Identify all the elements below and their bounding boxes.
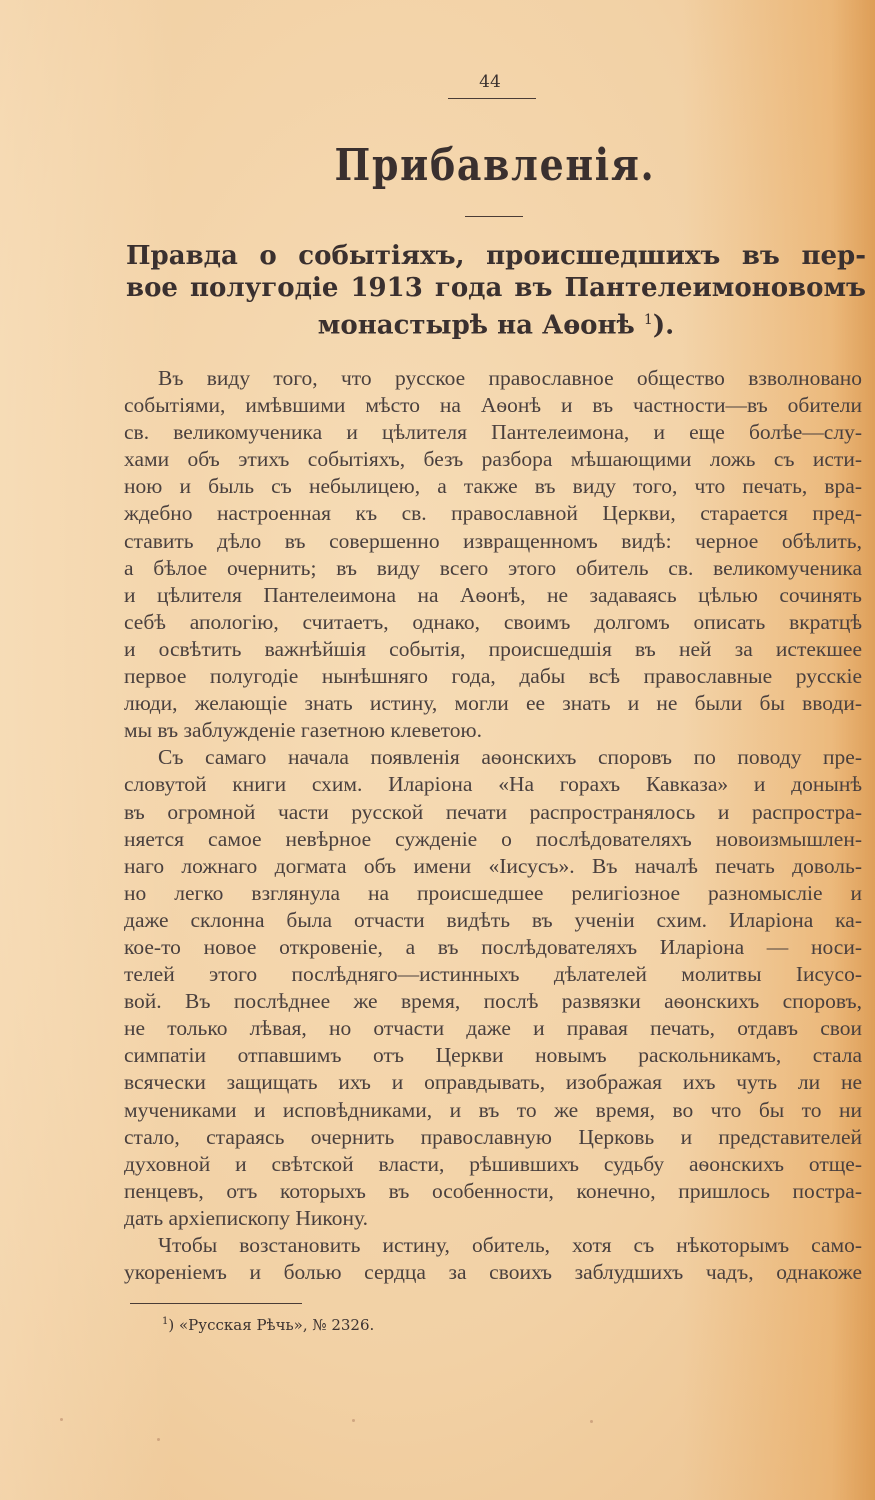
text-line: хами объ этихъ событіяхъ, безъ разбора мѣшающими ложь съ исти-: [124, 447, 862, 472]
text-line: и освѣтить важнѣйшія событія, происшедшія въ ней за истекшее: [124, 636, 862, 661]
article-heading: [126, 240, 866, 342]
text-line: мы въ заблужденіе газетною клеветою.: [124, 718, 482, 743]
text-line: Чтобы возстановить истину, обитель, хотя съ нѣкоторымъ само-: [158, 1233, 862, 1257]
footnote-reference[interactable]: 1: [643, 312, 653, 328]
paper-speck: [590, 1420, 593, 1423]
text-line: событіями, имѣвшими мѣсто на Аѳонѣ и въ частности—въ обители: [124, 393, 862, 418]
heading-line-last: [126, 304, 866, 342]
text-line: симпатіи отпавшимъ отъ Церкви новымъ раскольникамъ, стала: [124, 1043, 862, 1068]
text-line: телей этого послѣдняго—истинныхъ дѣлателей молитвы Іисусо-: [124, 962, 862, 987]
page-number-rule: [448, 98, 536, 99]
paper-speck: [352, 1419, 355, 1422]
heading-line: вое полугодіе 1913 года въ Пантелеимоновомъ: [126, 273, 866, 303]
text-line: ставить дѣло въ совершенно извращенномъ видѣ: черное обѣлить,: [124, 528, 862, 553]
text-line: первое полугодіе нынѣшняго года, дабы всѣ православные русскіе: [124, 664, 862, 689]
text-line: наго ложнаго догмата объ имени «Іисусъ». Въ началѣ печать доволь-: [124, 853, 862, 878]
heading-line-text: монастырѣ на Аѳонѣ: [317, 310, 635, 341]
text-line: не только лѣвая, но отчасти даже и правая печать, отдавъ свои: [124, 1016, 862, 1041]
text-line: няется самое невѣрное сужденіе о послѣдователяхъ новоизмышлен-: [124, 826, 862, 851]
text-line: себѣ апологію, считаетъ, однако, своимъ долгомъ описать вкратцѣ: [124, 609, 862, 634]
page-number: 44: [479, 72, 501, 92]
text-line: люди, желающіе знать истину, могли ее знать и не были бы вводи-: [124, 691, 862, 716]
text-line: въ огромной части русской печати распространялось и распростра-: [124, 799, 862, 824]
text-line: дать архіепископу Никону.: [124, 1205, 368, 1230]
text-line: кое-то новое откровеніе, а въ послѣдователяхъ Иларіона — носи-: [124, 934, 862, 959]
text-line: пенцевъ, отъ которыхъ въ особенности, конечно, пришлось постра-: [124, 1178, 862, 1203]
text-line: всячески защищать ихъ и оправдывать, изображая ихъ чуть ли не: [124, 1070, 862, 1095]
footnote-marker: 1: [162, 1316, 169, 1327]
text-line: и цѣлителя Пантелеимона на Аѳонѣ, не задаваясь цѣлью сочинять: [124, 582, 862, 607]
text-line: мучениками и исповѣдниками, и въ то же время, во что бы то ни: [124, 1097, 862, 1122]
text-line: Въ виду того, что русское православное общество взволновано: [158, 366, 862, 390]
paper-speck: [157, 1438, 160, 1441]
title-divider: [465, 216, 523, 217]
text-line: даже склонна была отчасти видѣть въ ученіи схим. Иларіона ка-: [124, 907, 862, 932]
text-line: но легко взглянула на происшедшее религіозное разномысліе и: [124, 880, 862, 905]
text-line: духовной и свѣтской власти, рѣшившихъ судьбу аѳонскихъ отще-: [124, 1151, 862, 1176]
text-line: ною и быль съ небылицею, а также въ виду того, что печать, вра-: [124, 474, 862, 499]
text-line: св. великомученика и цѣлителя Пантелеимона, и еще болѣе—слу-: [124, 420, 862, 445]
body-text: [124, 365, 862, 1286]
footnote: [162, 1316, 374, 1334]
paper-speck: [60, 1418, 63, 1421]
text-line: укореніемъ и болью сердца за своихъ заблудшихъ чадъ, однакоже: [124, 1260, 862, 1285]
footnote-text: ) «Русская Рѣчь», № 2326.: [168, 1316, 375, 1334]
text-line: Съ самаго начала появленія аѳонскихъ споровъ по поводу пре-: [158, 745, 862, 770]
footnote-divider: [130, 1303, 302, 1304]
section-title: Прибавленія.: [334, 140, 656, 191]
text-line: ждебно настроенная къ св. православной Церкви, старается пред-: [124, 501, 862, 526]
text-line: словутой книги схим. Иларіона «На горахъ Кавказа» и донынѣ: [124, 772, 862, 797]
heading-tail: ).: [652, 310, 675, 341]
text-line: а бѣлое очернить; въ виду всего этого обитель св. великомученика: [124, 555, 862, 580]
heading-line: Правда о событіяхъ, происшедшихъ въ пер-: [126, 241, 866, 271]
text-line: вой. Въ послѣднее же время, послѣ развязки аѳонскихъ споровъ,: [124, 989, 862, 1014]
text-line: стало, стараясь очернить православную Церковь и представителей: [124, 1124, 862, 1149]
